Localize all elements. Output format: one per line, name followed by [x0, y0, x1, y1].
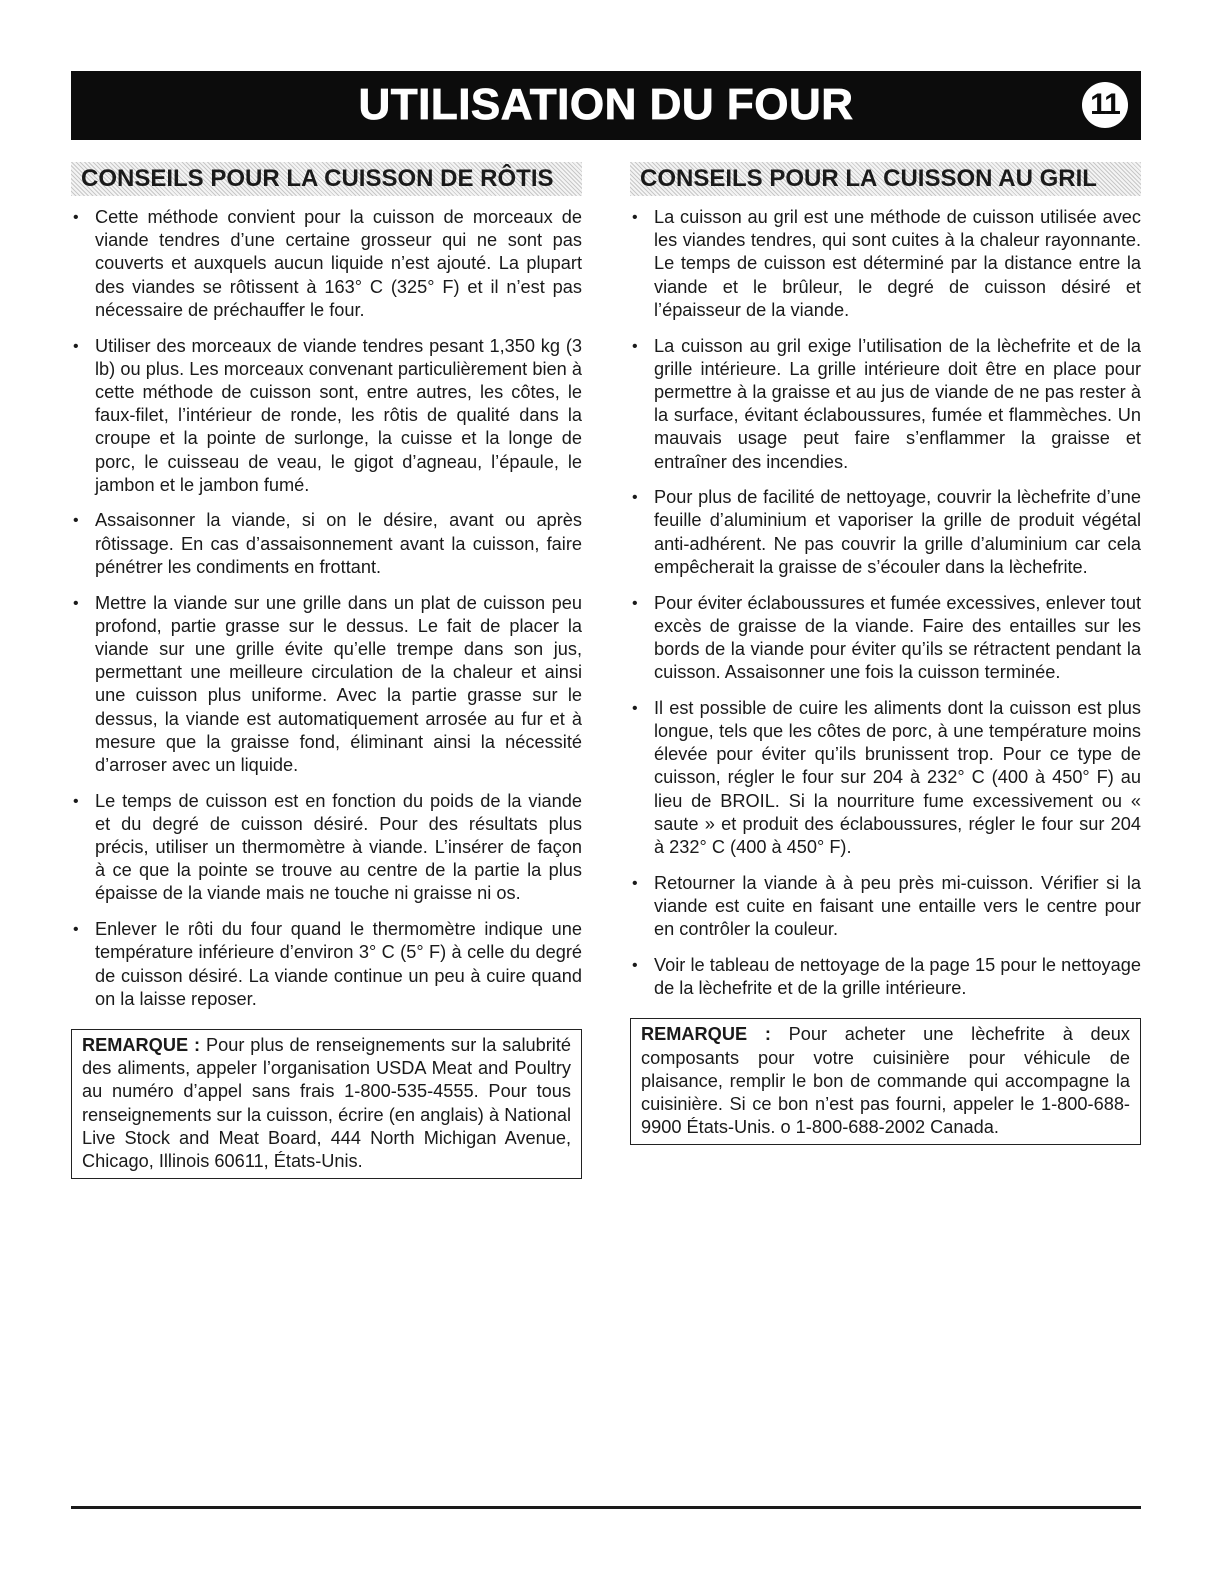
broiling-tips-column [630, 162, 1141, 1145]
list-item: • Enlever le rôti du four quand le thermomètre indique une température inférieure d’environ 3° C (5° F) à celle du degré de cuisson désiré. La viande continue un peu à cuire quand on la laisse reposer. [71, 918, 582, 1011]
roasting-note-box [71, 1029, 582, 1179]
note-text: Pour plus de renseignements sur la salubrité des aliments, appeler l’organisation USDA Meat and Poultry au numéro d’appel sans frais 1-800-535-4555. Pour tous renseignements sur la cuisson, écrire (en anglais) à National Live Stock and Meat Board, 444 North Michigan Avenue, Chicago, Illinois 60611, États-Unis. [82, 1035, 571, 1172]
list-item: • Cette méthode convient pour la cuisson de morceaux de viande tendres d’une certaine grosseur qui ne sont pas couverts et auxquels aucun liquide n’est ajouté. La plupart des viandes se rôtissent à 163° C (325° F) et il n’est pas nécessaire de préchauffer le four. [71, 206, 582, 322]
note-label: REMARQUE : [82, 1035, 201, 1055]
broiling-note-box [630, 1018, 1141, 1145]
note-text: Pour acheter une lèchefrite à deux composants pour votre cuisinière pour véhicule de plaisance, remplir le bon de commande qui accompagne la cuisinière. Si ce bon n’est pas fourni, appeler le 1-800-688-9900 États-Unis. o 1-800-688-2002 Canada. [641, 1024, 1130, 1138]
page-title: UTILISATION DU FOUR [358, 80, 854, 129]
list-item: • La cuisson au gril est une méthode de cuisson utilisée avec les viandes tendres, qui sont cuites à la chaleur rayonnante. Le temps de cuisson est déterminé par la distance entre la viande et le brûleur, le degré de cuisson désiré et l’épaisseur de la viande. [630, 206, 1141, 322]
broiling-tips-list [630, 206, 1141, 1000]
roasting-tips-list [71, 206, 582, 1011]
footer-divider [71, 1506, 1141, 1509]
note-label: REMARQUE : [641, 1024, 771, 1045]
list-item: • Retourner la viande à à peu près mi-cuisson. Vérifier si la viande est cuite en faisant une entaille vers le centre pour en contrôler la couleur. [630, 872, 1141, 942]
list-item: • Utiliser des morceaux de viande tendres pesant 1,350 kg (3 lb) ou plus. Les morceaux convenant particulièrement bien à cette méthode de cuisson sont, entre autres, les côtes, le faux-filet, l’intérieur de ronde, les rôtis de qualité dans la croupe et la pointe de surlonge, la cuisse et la longe de porc, le cuisseau de veau, le gigot d’agneau, l’épaule, le jambon et le jambon fumé. [71, 335, 582, 497]
list-item: • Il est possible de cuire les aliments dont la cuisson est plus longue, tels que les côtes de porc, à une température moins élevée pour éviter qu’ils brunissent trop. Pour ce type de cuisson, régler le four sur 204 à 232° C (400 à 450° F) au lieu de BROIL. Si la nourriture fume excessivement ou « saute » et produit des éclaboussures, régler le four sur 204 à 232° C (400 à 450° F). [630, 697, 1141, 859]
list-item: • Voir le tableau de nettoyage de la page 15 pour le nettoyage de la lèchefrite et de la grille intérieure. [630, 954, 1141, 1000]
broiling-tips-heading: CONSEILS POUR LA CUISSON AU GRIL [630, 162, 1141, 196]
list-item: • Mettre la viande sur une grille dans un plat de cuisson peu profond, partie grasse sur le dessus. Le fait de placer la viande sur une grille évite qu’elle trempe dans son jus, permettant une meilleure circulation de la chaleur et ainsi une cuisson plus uniforme. Avec la partie grasse sur le dessus, la viande est automatiquement arrosée au fur et à mesure que la graisse fond, éliminant ainsi la nécessité d’arroser avec un liquide. [71, 592, 582, 778]
list-item: • Le temps de cuisson est en fonction du poids de la viande et du degré de cuisson désiré. Pour des résultats plus précis, utiliser un thermomètre à viande. L’insérer de façon à ce que la pointe se trouve au centre de la partie la plus épaisse de la viande mais ne touche ni graisse ni os. [71, 790, 582, 906]
list-item: • Pour plus de facilité de nettoyage, couvrir la lèchefrite d’une feuille d’aluminium et vaporiser la grille de produit végétal anti-adhérent. Ne pas couvrir la grille d’aluminium car cela empêcherait la graisse de s’écouler dans la lèchefrite. [630, 486, 1141, 579]
page-number-badge: 11 [1082, 82, 1128, 128]
roasting-tips-heading: CONSEILS POUR LA CUISSON DE RÔTIS [71, 162, 582, 196]
list-item: • Pour éviter éclaboussures et fumée excessives, enlever tout excès de graisse de la viande. Faire des entailles sur les bords de la viande pour éviter qu’ils se rétractent pendant la cuisson. Assaisonner une fois la cuisson terminée. [630, 592, 1141, 685]
list-item: • Assaisonner la viande, si on le désire, avant ou après rôtissage. En cas d’assaisonnement avant la cuisson, faire pénétrer les condiments en frottant. [71, 509, 582, 579]
roasting-tips-column [71, 162, 582, 1179]
page-header [71, 71, 1141, 140]
list-item: • La cuisson au gril exige l’utilisation de la lèchefrite et de la grille intérieure. La grille intérieure doit être en place pour permettre à la graisse et au jus de viande de ne pas rester à la surface, évitant éclaboussures, fumée et flammèches. Un mauvais usage peut faire s’enflammer la graisse et entraîner des incendies. [630, 335, 1141, 474]
